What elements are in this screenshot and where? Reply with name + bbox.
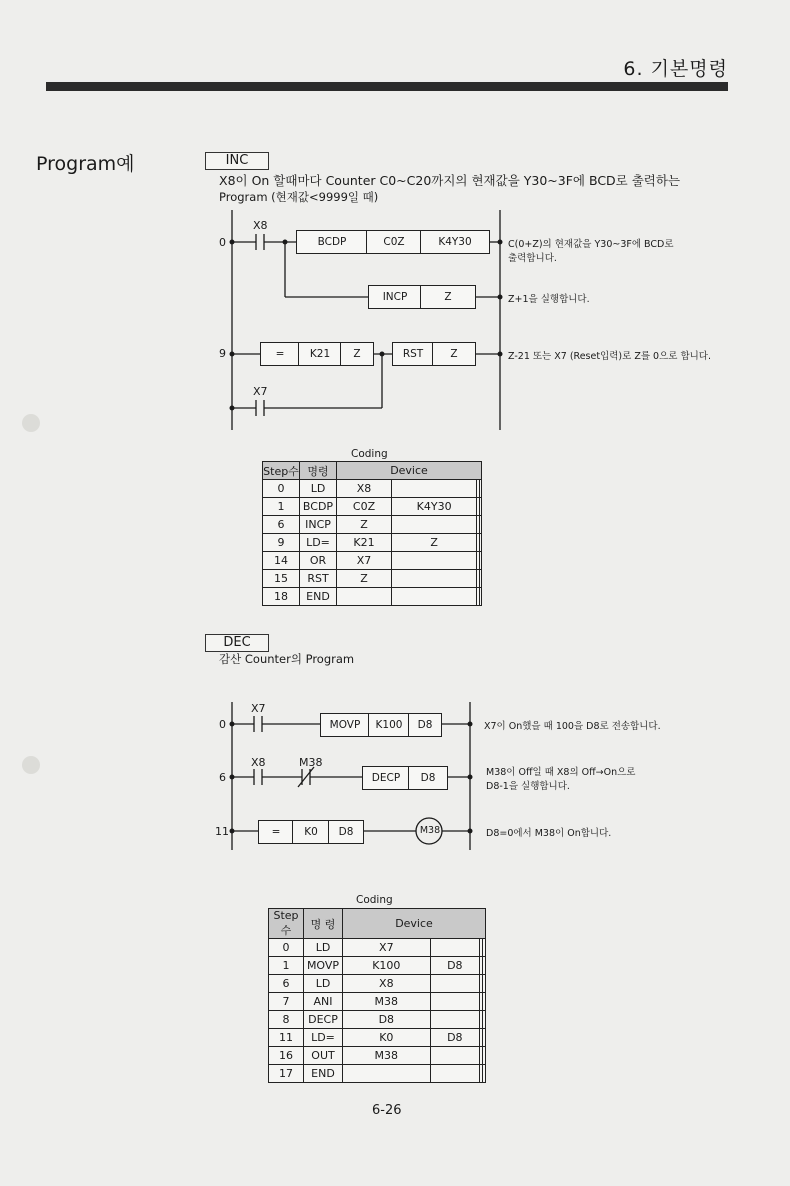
column-header: Device	[343, 909, 486, 939]
table-cell: C0Z	[337, 498, 392, 516]
table-cell	[479, 498, 481, 516]
table-cell	[343, 1065, 431, 1083]
operand-box: Z	[340, 342, 374, 366]
dec-description: 감산 Counter의 Program	[219, 652, 355, 666]
table-cell: 18	[263, 588, 300, 606]
inc-description-line1: X8이 On 할때마다 Counter C0~C20까지의 현재값을 Y30~3F에 BCD로 출력하는	[219, 173, 681, 188]
table-row	[263, 534, 482, 552]
table-cell: 16	[269, 1047, 304, 1065]
table-cell	[479, 570, 481, 588]
operand-box: Z	[432, 342, 476, 366]
operand-box: K4Y30	[420, 230, 490, 254]
operand-box: Z	[420, 285, 476, 309]
table-cell: LD	[300, 480, 337, 498]
table-cell: Z	[337, 516, 392, 534]
rung-comment: C(0+Z)의 현재값을 Y30~3F에 BCD로	[508, 239, 674, 250]
table-cell	[392, 516, 477, 534]
table-cell: 17	[269, 1065, 304, 1083]
operand-box: C0Z	[366, 230, 422, 254]
table-row	[269, 1029, 486, 1047]
table-row	[269, 993, 486, 1011]
table-cell: INCP	[300, 516, 337, 534]
table-cell	[430, 975, 479, 993]
table-cell: OUT	[304, 1047, 343, 1065]
coding-title: Coding	[356, 894, 393, 906]
table-row	[269, 1065, 486, 1083]
table-cell: LD	[304, 975, 343, 993]
table-row	[263, 516, 482, 534]
table-cell: D8	[343, 1011, 431, 1029]
table-cell: OR	[300, 552, 337, 570]
table-cell	[479, 516, 481, 534]
coding-table	[268, 908, 486, 1083]
step-number: 0	[219, 236, 226, 249]
table-cell	[430, 1011, 479, 1029]
table-cell	[482, 975, 485, 993]
table-cell	[392, 570, 477, 588]
table-row	[263, 480, 482, 498]
table-cell: END	[304, 1065, 343, 1083]
table-cell	[337, 588, 392, 606]
table-row	[263, 570, 482, 588]
operand-box: D8	[408, 766, 448, 790]
table-cell: Z	[392, 534, 477, 552]
page-number: 6-26	[372, 1103, 402, 1118]
instruction-box: INCP	[368, 285, 422, 309]
table-cell: K4Y30	[392, 498, 477, 516]
table-cell: D8	[430, 957, 479, 975]
table-cell: 9	[263, 534, 300, 552]
step-number: 11	[215, 825, 229, 838]
instruction-box: RST	[392, 342, 434, 366]
rung-comment: M38이 Off일 때 X8의 Off→On으로	[486, 767, 636, 778]
inc-description-line2: Program (현재값<9999일 때)	[219, 190, 379, 204]
table-cell: M38	[343, 1047, 431, 1065]
table-cell	[479, 588, 481, 606]
table-row	[269, 1047, 486, 1065]
table-cell	[430, 939, 479, 957]
table-cell	[482, 1047, 485, 1065]
section-title: Program예	[36, 153, 135, 175]
inc-instruction-tag: INC	[205, 152, 269, 170]
table-cell	[392, 588, 477, 606]
table-cell: END	[300, 588, 337, 606]
table-cell: ANI	[304, 993, 343, 1011]
table-cell: 15	[263, 570, 300, 588]
table-row	[263, 552, 482, 570]
table-cell: X7	[343, 939, 431, 957]
contact-label: X7	[251, 702, 266, 715]
column-header: Step수	[269, 909, 304, 939]
operand-box: D8	[328, 820, 364, 844]
rung-comment: 출력합니다.	[508, 253, 557, 264]
coding-table	[262, 461, 482, 606]
rung-comment: X7이 On했을 때 100을 D8로 전송합니다.	[484, 721, 661, 732]
step-number: 9	[219, 347, 226, 360]
table-cell	[392, 480, 477, 498]
table-cell	[479, 534, 481, 552]
step-number: 6	[219, 771, 226, 784]
rung-comment: Z+1을 실행합니다.	[508, 294, 590, 305]
table-row	[269, 975, 486, 993]
table-cell	[482, 1029, 485, 1047]
operand-box: K21	[298, 342, 342, 366]
table-cell: BCDP	[300, 498, 337, 516]
table-cell: LD=	[300, 534, 337, 552]
rung-comment: Z-21 또는 X7 (Reset입력)로 Z를 0으로 합니다.	[508, 351, 711, 362]
operand-box: K0	[292, 820, 330, 844]
table-cell: LD	[304, 939, 343, 957]
table-cell: K0	[343, 1029, 431, 1047]
table-cell	[430, 993, 479, 1011]
coding-title: Coding	[351, 448, 388, 460]
table-cell: K21	[337, 534, 392, 552]
instruction-box: MOVP	[320, 713, 370, 737]
table-cell: X7	[337, 552, 392, 570]
table-row	[263, 498, 482, 516]
table-cell: 8	[269, 1011, 304, 1029]
table-cell	[479, 480, 481, 498]
contact-label: X8	[251, 756, 266, 769]
column-header: Device	[337, 462, 482, 480]
table-cell	[482, 939, 485, 957]
table-cell: 7	[269, 993, 304, 1011]
table-cell: 0	[263, 480, 300, 498]
table-cell	[392, 552, 477, 570]
table-cell: 11	[269, 1029, 304, 1047]
operand-box: K100	[368, 713, 410, 737]
instruction-box: =	[258, 820, 294, 844]
table-cell: LD=	[304, 1029, 343, 1047]
table-cell: 1	[263, 498, 300, 516]
table-row	[263, 588, 482, 606]
table-cell: X8	[337, 480, 392, 498]
table-cell: Z	[337, 570, 392, 588]
table-cell: D8	[430, 1029, 479, 1047]
column-header: 명령	[300, 462, 337, 480]
table-cell: M38	[343, 993, 431, 1011]
table-cell: K100	[343, 957, 431, 975]
table-cell: MOVP	[304, 957, 343, 975]
rung-comment: D8=0에서 M38이 On합니다.	[486, 828, 612, 839]
coil-label: M38	[419, 825, 441, 836]
instruction-box: BCDP	[296, 230, 368, 254]
table-row	[269, 939, 486, 957]
chapter-title: 6. 기본명령	[623, 58, 728, 80]
contact-label: M38	[299, 756, 323, 769]
instruction-box: =	[260, 342, 300, 366]
dec-instruction-tag: DEC	[205, 634, 269, 652]
contact-label: X7	[253, 385, 268, 398]
table-cell: 1	[269, 957, 304, 975]
instruction-box: DECP	[362, 766, 410, 790]
table-cell	[430, 1047, 479, 1065]
table-cell: X8	[343, 975, 431, 993]
table-cell: 6	[263, 516, 300, 534]
column-header: 명 령	[304, 909, 343, 939]
table-cell: 14	[263, 552, 300, 570]
table-cell	[482, 993, 485, 1011]
table-cell: 6	[269, 975, 304, 993]
table-cell	[479, 552, 481, 570]
table-row	[269, 957, 486, 975]
step-number: 0	[219, 718, 226, 731]
table-cell	[482, 1065, 485, 1083]
operand-box: D8	[408, 713, 442, 737]
table-cell: 0	[269, 939, 304, 957]
column-header: Step수	[263, 462, 300, 480]
table-cell	[482, 1011, 485, 1029]
contact-label: X8	[253, 219, 268, 232]
table-cell: RST	[300, 570, 337, 588]
table-cell	[482, 957, 485, 975]
table-row	[269, 1011, 486, 1029]
table-cell	[430, 1065, 479, 1083]
rung-comment: D8-1을 실행합니다.	[486, 781, 570, 792]
table-cell: DECP	[304, 1011, 343, 1029]
